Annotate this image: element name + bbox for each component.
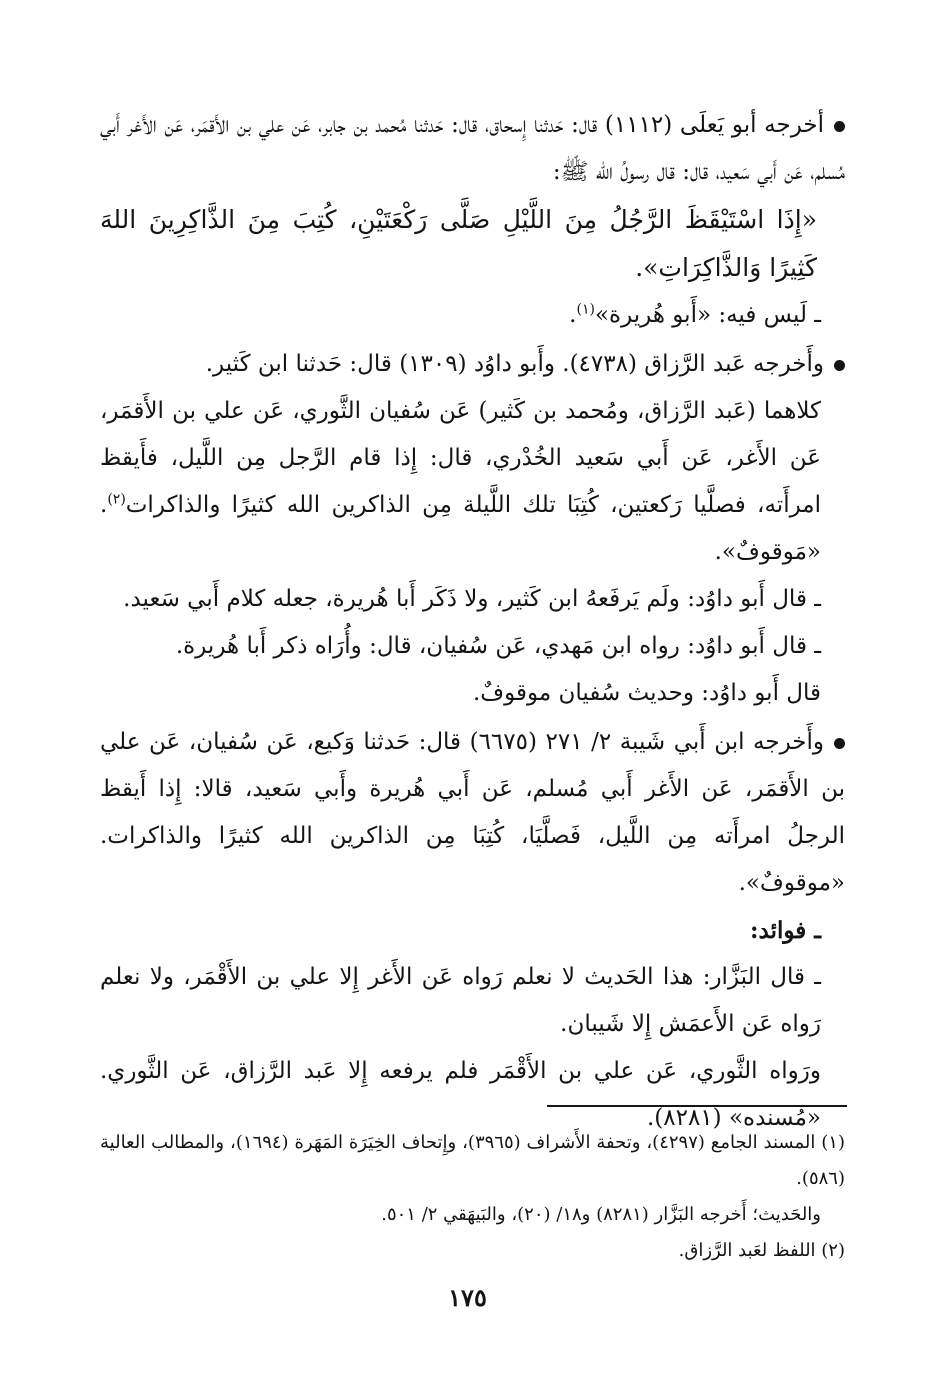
paragraph-5 bbox=[100, 388, 845, 576]
paragraph-3 bbox=[100, 292, 845, 339]
hadith-text bbox=[100, 196, 845, 292]
paragraph-4-text: وأَخرجه عَبد الرَّزاق (٤٧٣٨). وأَبو داوُد (١٣٠٩) قال: حَدثنا ابن كَثير. bbox=[205, 351, 824, 377]
paragraph-8 bbox=[100, 670, 845, 717]
paragraph-6-text: ـ قال أَبو داوُد: ولَم يَرفَعهُ ابن كَثير، ولا ذَكَر أَبا هُريرة، جعله كلام أَبي سَعيد. bbox=[123, 586, 821, 612]
paragraph-12-text: ورَواه الثَّوري، عَن علي بن الأَقْمَر فلم يرفعه إِلا عَبد الرَّزاق، عَن الثَّوري. «مُسنده» (٨٢٨١). bbox=[100, 1058, 821, 1131]
footnote-1-continuation: والحَديث؛ أَخرجه البَزَّار (٨٢٨١) و١٨/ (٢٠)، والبَيهَقي ٢/ ٥٠١. bbox=[381, 1204, 821, 1225]
paragraph-3-tail: . bbox=[569, 302, 577, 328]
paragraph-11-text: ـ قال البَزَّار: هذا الحَديث لا نعلم رَواه عَن الأَغر إِلا علي بن الأَقْمَر، ولا نعلم رَواه عَن الأَعمَش إِلا شَيبان. bbox=[100, 964, 821, 1037]
section-heading-text: ـ فوائد: bbox=[750, 917, 821, 944]
footnote-2: (٢) اللفظ لعَبد الرَّزاق. bbox=[678, 1240, 845, 1261]
bullet-icon bbox=[834, 121, 845, 132]
footnotes bbox=[100, 1125, 845, 1269]
footnote-1: (١) المسند الجامع (٤٢٩٧)، وتحفة الأَشراف (٣٩٦٥)، وإِتحاف الخِيَرَة المَهَرة (١٦٩٤)، والمطالب العالية (٥٨٦). bbox=[100, 1132, 845, 1189]
paragraph-3-text: ـ لَيس فيه: «أَبو هُريرة» bbox=[594, 302, 821, 328]
footnote-ref-2[interactable]: (٢) bbox=[107, 491, 126, 508]
footnote-ref-1[interactable]: (١) bbox=[576, 301, 595, 318]
paragraph-1 bbox=[100, 102, 845, 196]
hadith-quote: «إِذَا اسْتَيْقَظَ الرَّجُلُ مِنَ اللَّيْلِ صَلَّى رَكْعَتَيْنِ، كُتِبَ مِنَ الذَّاكِرِينَ اللهَ كَثِيرًا وَالذَّاكِرَاتِ». bbox=[100, 205, 817, 282]
main-text bbox=[100, 100, 845, 1142]
paragraph-11 bbox=[100, 954, 845, 1048]
section-heading bbox=[100, 907, 845, 954]
paragraph-5-text: كلاهما (عَبد الرَّزاق، ومُحمد بن كَثير) عَن سُفيان الثَّوري، عَن علي بن الأَقمَر، عَن الأَغر، عَن أَبي سَعيد الخُدْري، قال: إِذا قام الرَّجل مِن اللَّيل، فأَيقظ امرأَته، فصلَّيا رَكعتين، كُتِبَا تلك اللَّيلة مِن الذاكرين الله كثيرًا والذاكرات bbox=[100, 398, 821, 518]
paragraph-9 bbox=[100, 719, 845, 907]
paragraph-7 bbox=[100, 623, 845, 670]
paragraph-6 bbox=[100, 576, 845, 623]
paragraph-8-text: قال أَبو داوُد: وحديث سُفيان موقوفٌ. bbox=[472, 680, 821, 706]
paragraph-5-tail: . «مَوقوفٌ». bbox=[100, 492, 821, 565]
bullet-icon bbox=[834, 738, 845, 749]
paragraph-7-text: ـ قال أَبو داوُد: رواه ابن مَهدي، عَن سُفيان، قال: وأُرَاه ذكر أَبا هُريرة. bbox=[175, 633, 821, 659]
footnote-divider bbox=[547, 1105, 847, 1107]
paragraph-1-text: أخرجه أبو يَعلَى (١١١٢) قال: حَدثنا إِسحاق، قال: حَدثنا مُحمد بن جابر، عَن علي بن الأَقمَر، عَن الأَغر أَبي مُسلم، عَن أَبي سَعيد، قال: قال رسولُ الله ﷺ: bbox=[100, 112, 845, 185]
paragraph-9-text: وأَخرجه ابن أَبي شَيبة ٢/ ٢٧١ (٦٦٧٥) قال: حَدثنا وَكيع، عَن سُفيان، عَن علي بن الأَقمَر، عَن الأَغر أَبي مُسلم، عَن أَبي هُريرة وأَبي سَعيد، قالا: إِذا أَيقظ الرجلُ امرأَته مِن اللَّيل، فَصلَّيَا، كُتِبَا مِن الذاكرين الله كثيرًا والذاكرات. «موقوفٌ». bbox=[100, 729, 845, 896]
paragraph-4 bbox=[100, 341, 845, 388]
bullet-icon bbox=[834, 360, 845, 371]
page-number: ١٧٥ bbox=[448, 1283, 487, 1312]
